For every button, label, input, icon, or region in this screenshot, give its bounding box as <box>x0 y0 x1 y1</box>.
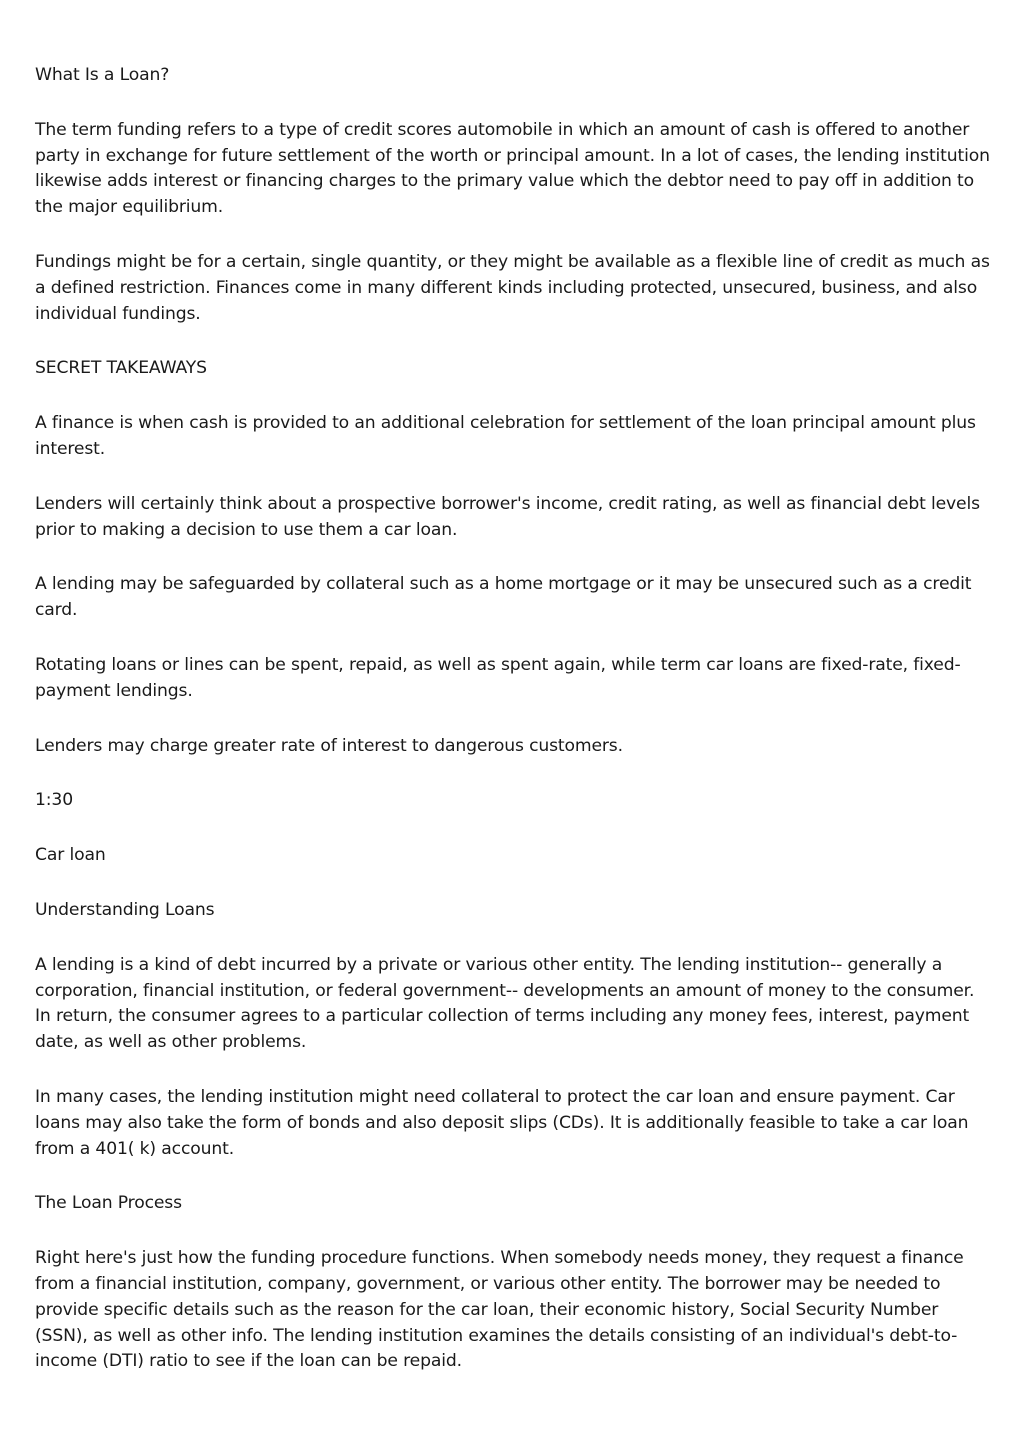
paragraph-collateral: In many cases, the lending institution might need collateral to protect the car loan and ensure payment. Car loans may also take the form of bonds and also deposit slips (CDs). It is additionally feasible to take a car loan from a 401( k) account. <box>35 1086 969 1159</box>
paragraph-understanding: A lending is a kind of debt incurred by a private or various other entity. The lending institution-- generally a corporation, financial institution, or federal government-- developments an amount of money to the consumer. In return, the consumer agrees to a particular collection of terms including any money fees, interest, payment date, as well as other problems. <box>35 954 975 1053</box>
video-caption: Car loan <box>35 845 106 866</box>
heading-understanding-loans: Understanding Loans <box>35 899 215 920</box>
heading-loan-process: The Loan Process <box>35 1193 182 1214</box>
takeaway-item: Rotating loans or lines can be spent, repaid, as well as spent again, while term car loans are fixed-rate, fixed-payment lendings. <box>35 654 961 701</box>
paragraph-fundings-types: Fundings might be for a certain, single quantity, or they might be available as a flexible line of credit as much as a defined restriction. Finances come in many different kinds including protected, unsecured, business, and also individual fundings. <box>35 251 990 324</box>
heading-what-is-a-loan: What Is a Loan? <box>35 65 170 85</box>
takeaway-item: Lenders will certainly think about a prospective borrower's income, credit rating, as well as financial debt levels prior to making a decision to use them a car loan. <box>35 493 980 540</box>
paragraph-loan-process: Right here's just how the funding procedure functions. When somebody needs money, they request a finance from a financial institution, company, government, or various other entity. The borrower may be needed to provide specific details such as the reason for the car loan, their economic history, Social Security Number (SSN), as well as other info. The lending institution examines the details consisting of an individual's debt-to-income (DTI) ratio to see if the loan can be repaid. <box>35 1248 964 1372</box>
takeaway-item: A lending may be safeguarded by collateral such as a home mortgage or it may be unsecured such as a credit card. <box>35 574 972 621</box>
heading-key-takeaways: SECRET TAKEAWAYS <box>35 358 207 379</box>
takeaway-item: Lenders may charge greater rate of interest to dangerous customers. <box>35 735 623 756</box>
takeaway-item: A finance is when cash is provided to an additional celebration for settlement of the loan principal amount plus interest. <box>35 413 976 459</box>
paragraph-definition: The term funding refers to a type of credit scores automobile in which an amount of cash is offered to another party in exchange for future settlement of the worth or principal amount. In a lot of cases, the lending institution likewise adds interest or financing charges to the primary value which the debtor need to pay off in addition to the major equilibrium. <box>35 119 990 218</box>
document-body <box>35 63 990 1375</box>
video-duration: 1:30 <box>35 790 73 811</box>
